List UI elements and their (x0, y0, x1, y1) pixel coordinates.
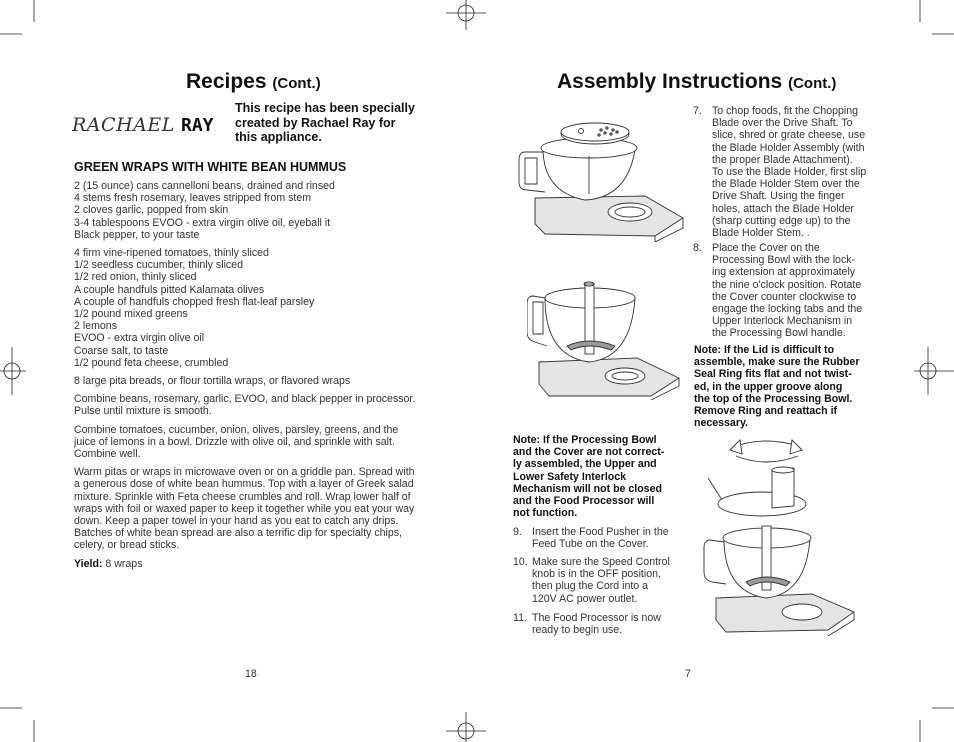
step-line: then plug the Cord into a (532, 580, 649, 593)
step-line: Upper Interlock Mechanism in (712, 315, 853, 328)
assembly-step-8 (693, 242, 862, 340)
step-line: holes, attach the Blade Holder (712, 202, 854, 215)
food-processor-chopping-blade-illustration (527, 270, 682, 400)
step-line: engage the locking tabs and the (712, 303, 863, 316)
intro-line: This recipe has been specially (235, 101, 415, 115)
recipe-step-3 (74, 466, 434, 551)
yield-label: Yield: (74, 557, 103, 570)
recipes-title-text: Recipes (186, 70, 267, 93)
page-number-right: 7 (685, 668, 691, 680)
step-line: Combine well. (74, 448, 141, 461)
intro-line: created by Rachael Ray for (235, 115, 396, 130)
step-line: the Processing Bowl handle. (712, 327, 846, 340)
step-line: knob is in the OFF position, (532, 568, 661, 581)
food-processor-blade-holder-illustration (515, 112, 685, 242)
step-line: Combine beans, rosemary, garlic, EVOO, and black pepper in processor. (74, 393, 416, 406)
step-line: juice of lemons in a bowl. Drizzle with olive oil, and sprinkle with salt. (74, 435, 395, 448)
step-line: Make sure the Speed Control (532, 556, 670, 568)
note-line: ly assembled, the Upper and (513, 458, 657, 471)
note-line: Note: If the Lid is difficult to (694, 344, 835, 356)
ingredient-line: 8 large pita breads, or flour tortilla wraps, or flavored wraps (74, 375, 351, 388)
ingredients-group-1 (74, 180, 434, 241)
recipe-intro (235, 101, 415, 145)
recipes-title (186, 70, 321, 94)
assembly-title (557, 70, 836, 94)
note-line: Note: If the Processing Bowl (513, 434, 657, 446)
svg-text:RACHAEL: RACHAEL (72, 114, 175, 136)
yield-value: 8 wraps (105, 557, 143, 570)
ingredient-line: 1/2 pound feta cheese, crumbled (74, 356, 229, 369)
recipe-yield (74, 558, 434, 570)
recipe-step-1 (74, 393, 434, 417)
recipe-step-2 (74, 424, 434, 461)
step-line: To use the Blade Holder, first slip (712, 166, 867, 179)
note-line: and the Cover are not correct- (513, 446, 665, 459)
note-line: assemble, make sure the Rubber (694, 356, 860, 369)
step-line: Blade over the Drive Shaft. To (712, 117, 853, 130)
step-number: 8. (693, 242, 702, 254)
note-line: the top of the Processing Bowl. (694, 392, 853, 405)
step-line: Feed Tube on the Cover. (532, 538, 649, 551)
step-line: Warm pitas or wraps in microwave oven or on a griddle pan. Spread with (74, 466, 415, 479)
ingredient-line: A couple of handfuls chopped fresh flat-leaf parsley (74, 295, 315, 308)
ingredient-line: 4 firm vine-ripened tomatoes, thinly sliced (74, 247, 269, 260)
intro-line: this appliance. (235, 130, 322, 144)
step-number: 11. (513, 612, 527, 624)
ingredient-line: EVOO - extra virgin olive oil (74, 332, 205, 345)
note-line: Mechanism will not be closed (513, 482, 662, 495)
step-line: slice, shred or grate cheese, use (712, 129, 866, 142)
svg-text:RAY: RAY (181, 115, 214, 136)
ingredient-line: 2 cloves garlic, popped from skin (74, 204, 229, 217)
step-line: the Blade Holder Assembly (with (712, 141, 865, 154)
recipes-title-suffix: (Cont.) (272, 75, 321, 92)
note-line: ed, in the upper groove along (694, 380, 843, 393)
step-line: Insert the Food Pusher in the (532, 526, 669, 538)
ingredient-line: 1/2 pound mixed greens (74, 308, 188, 321)
note-line: Remove Ring and reattach if (694, 405, 838, 418)
ingredient-line: 4 stems fresh rosemary, leaves stripped from stem (74, 192, 312, 205)
assembly-title-suffix: (Cont.) (788, 75, 837, 92)
step-line: The Food Processor is now (532, 612, 661, 624)
ingredient-line: A couple handfuls pitted Kalamata olives (74, 283, 265, 296)
step-line: Processing Bowl with the lock- (712, 254, 856, 267)
food-processor-cover-rotation-illustration (702, 438, 862, 638)
ingredient-line: Black pepper, to your taste (74, 228, 200, 241)
ingredient-line: 2 (15 ounce) cans cannelloni beans, drained and rinsed (74, 180, 335, 192)
step-line: (sharp cutting edge up) to the (712, 214, 851, 227)
step-line: Batches of white bean spread are also a terrific dip for specialty chips, (74, 527, 402, 540)
step-line: Drive Shaft. Using the finger (712, 190, 845, 203)
step-line: the Cover counter clockwise to (712, 290, 857, 303)
assembly-step-7 (693, 105, 866, 239)
page-number-left: 18 (245, 668, 257, 680)
step-line: Blade Holder Stem. . (712, 227, 810, 240)
assembly-title-text: Assembly Instructions (557, 70, 783, 93)
step-line: Combine tomatoes, cucumber, onion, olives, parsley, greens, and the (74, 423, 399, 436)
step-line: mixture. Sprinkle with Feta cheese crumbles and roll. Wrap lower half of (74, 490, 411, 503)
note-line: and the Food Processor will (513, 495, 655, 508)
note-lid (694, 344, 859, 429)
ingredient-line: 1/2 seedless cucumber, thinly sliced (74, 259, 243, 272)
step-line: celery, or bread sticks. (74, 539, 180, 552)
step-line: To chop foods, fit the Chopping (712, 105, 859, 117)
step-line: 120V AC power outlet. (532, 592, 638, 605)
note-line: Seal Ring fits flat and not twist- (694, 368, 852, 381)
note-line: Lower Safety Interlock (513, 470, 627, 483)
note-processing-bowl (513, 434, 664, 519)
note-line: necessary. (694, 417, 748, 430)
ingredient-line: 1/2 red onion, thinly sliced (74, 271, 197, 284)
step-line: Pulse until mixture is smooth. (74, 405, 212, 418)
ingredients-group-3 (74, 375, 434, 387)
step-line: ing extension at approximately (712, 266, 856, 279)
step-line: ready to begin use. (532, 624, 623, 637)
ingredient-line: Coarse salt, to taste (74, 344, 169, 357)
assembly-step-10 (513, 556, 670, 605)
step-line: the proper Blade Attachment). (712, 153, 853, 166)
step-line: the nine o'clock position. Rotate (712, 278, 862, 291)
step-line: a generous dose of white bean hummus. Top with a layer of Greek salad (74, 478, 414, 491)
rachael-ray-logo (72, 112, 222, 136)
recipe-body (74, 180, 434, 570)
step-number: 7. (693, 105, 702, 117)
step-line: down. Keep a paper towel in your hand as you eat to catch any drips. (74, 515, 399, 528)
step-number: 9. (513, 526, 522, 538)
ingredient-line: 3-4 tablespoons EVOO - extra virgin olive oil, eyeball it (74, 216, 331, 229)
step-number: 10. (513, 556, 528, 568)
note-line: not function. (513, 507, 578, 520)
ingredients-group-2 (74, 247, 434, 369)
assembly-step-9 (513, 526, 669, 550)
ingredient-line: 2 lemons (74, 320, 117, 333)
recipe-title: GREEN WRAPS WITH WHITE BEAN HUMMUS (74, 160, 347, 174)
assembly-step-11 (513, 612, 661, 636)
step-line: the Blade Holder Stem over the (712, 178, 860, 191)
step-line: wraps with foil or waxed paper to keep it together while you eat your way (74, 502, 415, 515)
step-line: Place the Cover on the (712, 242, 820, 254)
